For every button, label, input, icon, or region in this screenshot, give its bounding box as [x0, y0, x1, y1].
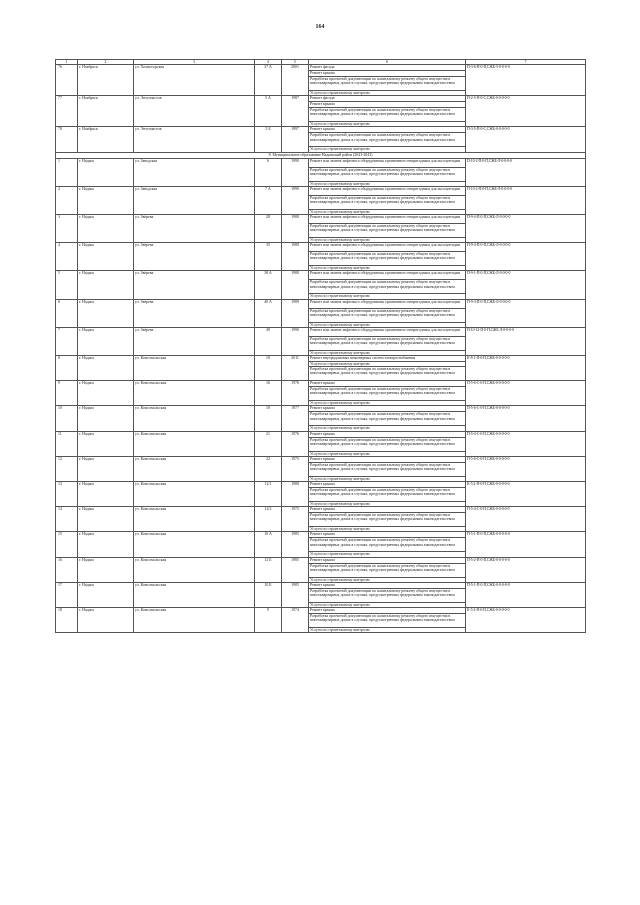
house-cell: 18 [255, 406, 282, 431]
work-type-cell: Ремонт или замена лифтового оборудования, признанного непригодным для эксплуатации [309, 186, 466, 195]
row-number: 76 [56, 65, 78, 96]
work-type-cell: Разработка проектной документации по капитальному ремонту общего имущества в многоквартирных домах в случаях, предусмотренных федеральным законодательством [309, 462, 466, 476]
work-type-cell: Ремонт крыши [309, 608, 466, 614]
year-cell: 1988 [282, 243, 309, 271]
building-code-cell: П-5-6-С-0-П,СЖБ-0-0-0-0-0 [466, 456, 586, 481]
header-col-2: 2 [78, 60, 134, 65]
row-number: 6 [56, 299, 78, 327]
work-type-cell: Ремонт крыши [309, 532, 466, 538]
year-cell: 1976 [282, 381, 309, 406]
work-type-cell: Разработка проектной документации по капитальному ремонту общего имущества в многоквартирных домах в случаях, предусмотренных федеральным законодательством [309, 133, 466, 147]
work-type-cell: Услуги по строительному контролю [309, 91, 466, 96]
city-cell: г. Надым [78, 532, 134, 557]
year-cell: 1990 [282, 158, 309, 186]
house-cell: 12 Б [255, 557, 282, 582]
house-cell: 12/2 [255, 507, 282, 532]
building-code-cell: П-5-6-С-0-П,СЖБ-0-0-0-0-0 [466, 406, 586, 431]
year-cell: 1985 [282, 557, 309, 582]
building-code-cell: П-10-2-П-0-П,СЖБ-Л-0-0-0-0 [466, 186, 586, 214]
year-cell: 1990 [282, 327, 309, 355]
work-type-cell: Разработка проектной документации по капитальному ремонту общего имущества в многоквартирных домах в случаях, предусмотренных федеральным законодательством [309, 588, 466, 602]
work-type-cell: Ремонт крыши [309, 127, 466, 133]
work-type-cell: Разработка проектной документации по капитальному ремонту общего имущества в многоквартирных домах в случаях, предусмотренных федеральным законодательством [309, 336, 466, 350]
year-cell: 2011 [282, 356, 309, 381]
row-number: 4 [56, 243, 78, 271]
work-type-cell: Услуги по строительному контролю [309, 350, 466, 355]
street-cell: ул. Звёрева [134, 327, 255, 355]
work-type-cell: Разработка проектной документации по капитальному ремонту общего имущества в многоквартирных домах в случаях, предусмотренных федеральным законодательством [309, 108, 466, 122]
city-cell: г. Надым [78, 406, 134, 431]
work-type-cell: Услуги по строительному контролю [309, 502, 466, 507]
city-cell: г. Надым [78, 557, 134, 582]
building-code-cell: П-9-1-П-0-П,СЖБ-Л-0-0-0-0 [466, 271, 586, 299]
row-number: 11 [56, 431, 78, 456]
building-code-cell: П-10-12-П-0-П,СЖБ-Л-0-0-0-0 [466, 327, 586, 355]
street-cell: ул. Комсомольская [134, 406, 255, 431]
house-cell: 7 А [255, 186, 282, 214]
city-cell: г. Надым [78, 482, 134, 507]
work-type-cell: Разработка проектной документации по капитальному ремонту общего имущества в многоквартирных домах в случаях, предусмотренных федеральным законодательством [309, 77, 466, 91]
row-number: 12 [56, 456, 78, 481]
building-code-cell: К-5-3-П-0-П,СЖБ-0-0-0-0-0 [466, 608, 586, 633]
work-type-cell: Ремонт или замена лифтового оборудования, признанного непригодным для эксплуатации [309, 271, 466, 280]
work-type-cell: Ремонт крыши [309, 456, 466, 462]
building-code-cell: П-2-5-П-0-С,СЖБ-0-0-0-0-0 [466, 96, 586, 127]
work-type-cell: Ремонт фасада [309, 96, 466, 102]
work-type-cell: Ремонт крыши [309, 381, 466, 387]
work-type-cell: Услуги по строительному контролю [309, 266, 466, 271]
city-cell: г. Надым [78, 431, 134, 456]
work-type-cell: Услуги по строительному контролю [309, 238, 466, 243]
row-number: 16 [56, 557, 78, 582]
work-type-cell: Услуги по строительному контролю [309, 527, 466, 532]
year-cell: 1975 [282, 456, 309, 481]
building-code-cell: П-5-1-П-0-П,СЖБ-0-0-0-0-0 [466, 582, 586, 607]
work-type-cell: Ремонт крыши [309, 507, 466, 513]
city-cell: г. Надым [78, 158, 134, 186]
year-cell: 1974 [282, 608, 309, 633]
header-col-3: 3 [134, 60, 255, 65]
house-cell: 5 А [255, 96, 282, 127]
house-cell: 28 [255, 215, 282, 243]
section-title: 8. Муниципальное образование Надымский район (2041-2043) [56, 152, 586, 158]
street-cell: ул. Энтузиастов [134, 127, 255, 152]
year-cell: 1988 [282, 271, 309, 299]
work-type-cell: Разработка проектной документации по капитальному ремонту общего имущества в многоквартирных домах в случаях, предусмотренных федеральным законодательством [309, 488, 466, 502]
work-type-cell: Услуги по строительному контролю [309, 451, 466, 456]
street-cell: ул. Комсомольская [134, 557, 255, 582]
row-number: 17 [56, 582, 78, 607]
row-number: 9 [56, 381, 78, 406]
street-cell: ул. Звёрева [134, 215, 255, 243]
table-row [56, 215, 586, 224]
work-type-cell: Разработка проектной документации по капитальному ремонту общего имущества в многоквартирных домах в случаях, предусмотренных федеральным законодательством [309, 614, 466, 628]
table-row [56, 158, 586, 167]
building-code-cell: П-3-5-П-0-С,СЖБ-0-0-0-0-0 [466, 127, 586, 152]
building-code-cell: П-5-6-С-0-П,СЖБ-0-0-0-0-0 [466, 381, 586, 406]
work-type-cell: Ремонт крыши [309, 582, 466, 588]
work-type-cell: Услуги по строительному контролю [309, 426, 466, 431]
year-cell: 1990 [282, 186, 309, 214]
year-cell: 1988 [282, 482, 309, 507]
row-number: 18 [56, 608, 78, 633]
table-row [56, 327, 586, 336]
year-cell: 2001 [282, 65, 309, 96]
building-code-cell: П-5-4-С-0-П,СЖБ-0-0-0-0-0 [466, 431, 586, 456]
city-cell: г. Надым [78, 299, 134, 327]
work-type-cell: Ремонт крыши [309, 102, 466, 108]
work-type-cell: Разработка проектной документации по капитальному ремонту общего имущества в многоквартирных домах в случаях, предусмотренных федеральным законодательством [309, 252, 466, 266]
row-number: 1 [56, 158, 78, 186]
header-col-6: 6 [309, 60, 466, 65]
work-type-cell: Ремонт или замена лифтового оборудования, признанного непригодным для эксплуатации [309, 299, 466, 308]
work-type-cell: Ремонт крыши [309, 482, 466, 488]
table-row [56, 271, 586, 280]
city-cell: г. Надым [78, 215, 134, 243]
work-type-cell: Услуги по строительному контролю [309, 602, 466, 607]
table-body [56, 65, 586, 633]
house-cell: 10 А [255, 532, 282, 557]
house-cell: 38 А [255, 271, 282, 299]
year-cell: 1985 [282, 532, 309, 557]
street-cell: ул. Заводская [134, 158, 255, 186]
street-cell: ул. Комсомольская [134, 456, 255, 481]
building-code-cell: П-5-2-П-0-П,СЖБ-0-0-0-0-0 [466, 557, 586, 582]
work-type-cell: Разработка проектной документации по капитальному ремонту общего имущества в многоквартирных домах в случаях, предусмотренных федеральным законодательством [309, 387, 466, 401]
street-cell: ул. Звёрева [134, 271, 255, 299]
city-cell: г. Надым [78, 381, 134, 406]
row-number: 14 [56, 507, 78, 532]
work-type-cell: Услуги по строительному контролю [309, 401, 466, 406]
work-type-cell: Разработка проектной документации по капитальному ремонту общего имущества в многоквартирных домах в случаях, предусмотренных федеральным законодательством [309, 195, 466, 209]
year-cell: 1977 [282, 406, 309, 431]
building-code-cell: П-5-1-П-0-П,СЖБ-0-0-0-0-0 [466, 532, 586, 557]
city-cell: г. Надым [78, 608, 134, 633]
street-cell: ул. Комсомольская [134, 582, 255, 607]
house-cell: 12/1 [255, 482, 282, 507]
row-number: 15 [56, 532, 78, 557]
work-type-cell: Ремонт крыши [309, 431, 466, 437]
house-cell: 16 [255, 381, 282, 406]
street-cell: ул. Звёрева [134, 299, 255, 327]
year-cell: 1997 [282, 127, 309, 152]
work-type-cell: Ремонт крыши [309, 557, 466, 563]
year-cell: 1985 [282, 582, 309, 607]
street-cell: ул. Комсомольская [134, 608, 255, 633]
city-cell: г. Надым [78, 582, 134, 607]
year-cell: 1975 [282, 507, 309, 532]
work-type-cell: Разработка проектной документации по капитальному ремонту общего имущества в многоквартирных домах в случаях, предусмотренных федеральным законодательством [309, 538, 466, 552]
city-cell: г. Надым [78, 271, 134, 299]
work-type-cell: Услуги по строительному контролю [309, 552, 466, 557]
city-cell: г. Надым [78, 243, 134, 271]
city-cell: г. Ноябрьск [78, 65, 134, 96]
row-number: 7 [56, 327, 78, 355]
work-type-cell: Разработка проектной документации по капитальному ремонту общего имущества в многоквартирных домах в случаях, предусмотренных федеральным законодательством [309, 563, 466, 577]
row-number: 3 [56, 215, 78, 243]
work-type-cell: Услуги по строительному контролю [309, 362, 466, 367]
row-number: 10 [56, 406, 78, 431]
house-cell: 6 [255, 158, 282, 186]
row-number: 78 [56, 127, 78, 152]
work-type-cell: Услуги по строительному контролю [309, 577, 466, 582]
city-cell: г. Надым [78, 456, 134, 481]
street-cell: ул. Комсомольская [134, 356, 255, 381]
work-type-cell: Разработка проектной документации по капитальному ремонту общего имущества в многоквартирных домах в случаях, предусмотренных федеральным законодательством [309, 280, 466, 294]
street-cell: ул. Комсомольская [134, 482, 255, 507]
page-number: 164 [315, 24, 325, 30]
street-cell: ул. Холмогорская [134, 65, 255, 96]
house-cell: 35 [255, 243, 282, 271]
city-cell: г. Ноябрьск [78, 96, 134, 127]
work-type-cell: Разработка проектной документации по капитальному ремонту общего имущества в многоквартирных домах в случаях, предусмотренных федеральным законодательством [309, 167, 466, 181]
header-col-4: 4 [255, 60, 282, 65]
table-row [56, 186, 586, 195]
work-type-cell: Услуги по строительному контролю [309, 147, 466, 152]
repair-program-table [55, 59, 586, 633]
building-code-cell: П-9-4-П-0-П,СЖБ-Л-0-0-0-0 [466, 243, 586, 271]
work-type-cell: Услуги по строительному контролю [309, 322, 466, 327]
work-type-cell: Разработка проектной документации по капитальному ремонту общего имущества в многоквартирных домах в случаях, предусмотренных федеральным законодательством [309, 224, 466, 238]
work-type-cell: Разработка проектной документации по капитальному ремонту общего имущества в многоквартирных домах в случаях, предусмотренных федеральным законодательством [309, 308, 466, 322]
building-code-cell: К-8-1-П-0-П,СЖБ-0-0-0-0-0 [466, 356, 586, 381]
work-type-cell: Ремонт или замена лифтового оборудования, признанного непригодным для эксплуатации [309, 327, 466, 336]
work-type-cell: Ремонт внутридомовых инженерных систем электроснабжения [309, 356, 466, 362]
year-cell: 1976 [282, 431, 309, 456]
work-type-cell: Услуги по строительному контролю [309, 209, 466, 214]
street-cell: ул. Комсомольская [134, 431, 255, 456]
building-code-cell: П-5-4-С-0-П,СЖБ-0-0-0-0-0 [466, 507, 586, 532]
street-cell: ул. Комсомольская [134, 532, 255, 557]
street-cell: ул. Заводская [134, 186, 255, 214]
row-number: 77 [56, 96, 78, 127]
building-code-cell: П-9-4-П-0-П,СЖБ-Л-0-0-0-0 [466, 215, 586, 243]
house-cell: 37 А [255, 65, 282, 96]
building-code-cell: П-3-6-П-0-П,СЖБ-5-0-0-0-0 [466, 65, 586, 96]
building-code-cell: П-10-2-П-0-П,СЖБ-Л-0-0-0-0 [466, 158, 586, 186]
house-cell: 21 [255, 431, 282, 456]
work-type-cell: Разработка проектной документации по капитальному ремонту общего имущества в многоквартирных домах в случаях, предусмотренных федеральным законодательством [309, 437, 466, 451]
house-cell: 10 [255, 356, 282, 381]
year-cell: 1988 [282, 215, 309, 243]
house-cell: 5 Б [255, 127, 282, 152]
work-type-cell: Ремонт или замена лифтового оборудования, признанного непригодным для эксплуатации [309, 215, 466, 224]
work-type-cell: Ремонт фасада [309, 65, 466, 71]
street-cell: ул. Звёрева [134, 243, 255, 271]
house-cell: 10 Б [255, 582, 282, 607]
work-type-cell: Услуги по строительному контролю [309, 476, 466, 481]
year-cell: 1989 [282, 299, 309, 327]
work-type-cell: Услуги по строительному контролю [309, 122, 466, 127]
building-code-cell: П-9-3-П-0-П,СЖБ-Л-0-0-0-0 [466, 299, 586, 327]
table-row [56, 243, 586, 252]
work-type-cell: Ремонт или замена лифтового оборудования, признанного непригодным для эксплуатации [309, 243, 466, 252]
work-type-cell: Разработка проектной документации по капитальному ремонту общего имущества в многоквартирных домах в случаях, предусмотренных федеральным законодательством [309, 412, 466, 426]
header-col-7: 7 [466, 60, 586, 65]
work-type-cell: Услуги по строительному контролю [309, 628, 466, 633]
work-type-cell: Ремонт крыши [309, 406, 466, 412]
street-cell: ул. Энтузиастов [134, 96, 255, 127]
row-number: 2 [56, 186, 78, 214]
table-row [56, 299, 586, 308]
header-col-1: 1 [56, 60, 78, 65]
house-cell: 9 [255, 608, 282, 633]
work-type-cell: Разработка проектной документации по капитальному ремонту общего имущества в многоквартирных домах в случаях, предусмотренных федеральным законодательством [309, 367, 466, 381]
work-type-cell: Ремонт крыши [309, 71, 466, 77]
row-number: 8 [56, 356, 78, 381]
city-cell: г. Надым [78, 356, 134, 381]
city-cell: г. Ноябрьск [78, 127, 134, 152]
house-cell: 22 [255, 456, 282, 481]
street-cell: ул. Комсомольская [134, 507, 255, 532]
work-type-cell: Разработка проектной документации по капитальному ремонту общего имущества в многоквартирных домах в случаях, предусмотренных федеральным законодательством [309, 513, 466, 527]
row-number: 13 [56, 482, 78, 507]
header-col-5: 5 [282, 60, 309, 65]
work-type-cell: Ремонт или замена лифтового оборудования, признанного непригодным для эксплуатации [309, 158, 466, 167]
city-cell: г. Надым [78, 186, 134, 214]
row-number: 5 [56, 271, 78, 299]
work-type-cell: Услуги по строительному контролю [309, 294, 466, 299]
street-cell: ул. Комсомольская [134, 381, 255, 406]
house-cell: 49 [255, 327, 282, 355]
city-cell: г. Надым [78, 507, 134, 532]
work-type-cell: Услуги по строительному контролю [309, 181, 466, 186]
house-cell: 40 А [255, 299, 282, 327]
building-code-cell: К-5-2-П-0-П,СЖБ-0-0-0-0-0 [466, 482, 586, 507]
city-cell: г. Надым [78, 327, 134, 355]
year-cell: 1987 [282, 96, 309, 127]
